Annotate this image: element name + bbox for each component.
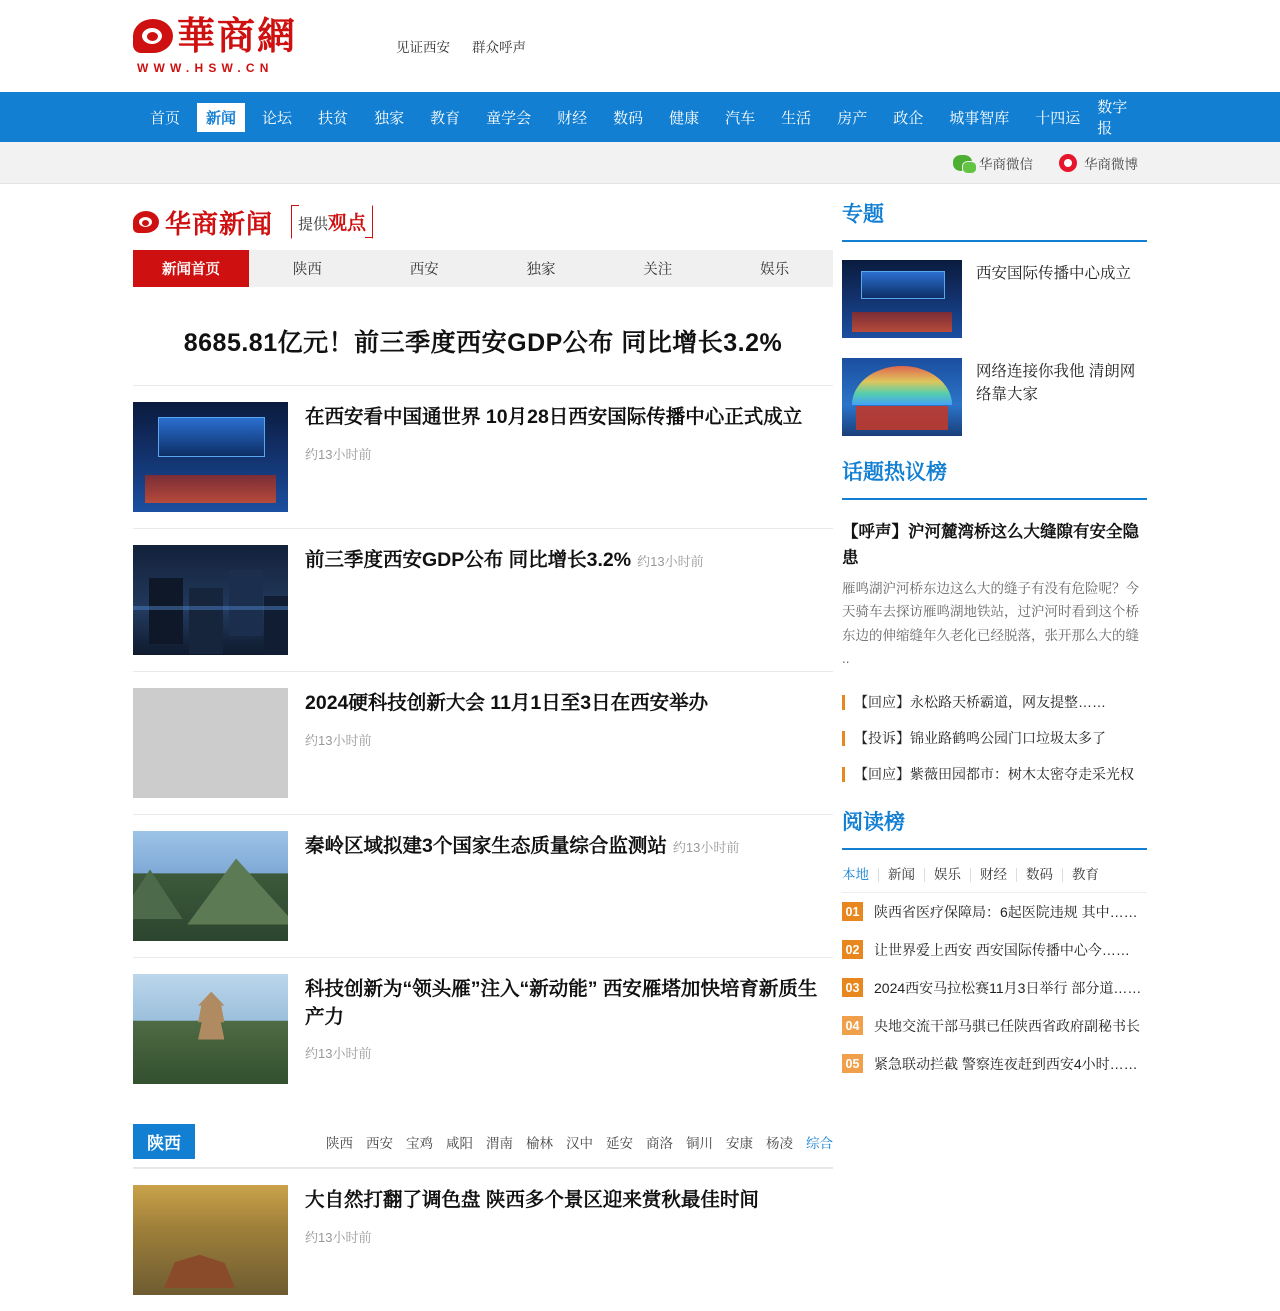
brand-tag-prefix: 提供 xyxy=(298,216,329,233)
wechat-label: 华商微信 xyxy=(979,156,1033,172)
nav-item-fangchan[interactable]: 房产 xyxy=(837,109,868,127)
nav-item-xinwen[interactable]: 新闻 xyxy=(197,103,245,132)
topic-item[interactable] xyxy=(842,246,1147,344)
read-tab-local[interactable]: 本地 xyxy=(842,868,879,882)
rank-number: 03 xyxy=(842,978,863,997)
nav-item-luntan[interactable]: 论坛 xyxy=(262,109,293,127)
rank-list-item[interactable] xyxy=(842,1007,1147,1045)
social-bar xyxy=(0,142,1280,184)
shaanxi-link-yulin[interactable]: 榆林 xyxy=(526,1135,553,1151)
bullet-bar-icon xyxy=(842,731,845,746)
shaanxi-link-weinan[interactable]: 渭南 xyxy=(486,1135,513,1151)
brand-title: 华商新闻 xyxy=(165,209,274,240)
rank-number: 02 xyxy=(842,940,863,959)
news-timestamp: 约13小时前 xyxy=(305,1046,372,1062)
nav-item-tongxuehui[interactable]: 童学会 xyxy=(486,109,532,127)
shaanxi-section-bar xyxy=(133,1124,833,1168)
news-list-item[interactable] xyxy=(133,385,833,528)
brand-tagline xyxy=(291,205,373,239)
news-brand xyxy=(133,184,833,250)
read-section-title: 阅读榜 xyxy=(842,792,1147,850)
rank-number: 05 xyxy=(842,1054,863,1073)
news-title[interactable]: 秦岭区域拟建3个国家生态质量综合监测站 约13小时前 xyxy=(305,835,740,857)
topic-title[interactable]: 网络连接你我他 清朗网络靠大家 xyxy=(976,363,1136,404)
shaanxi-link-shaanxi[interactable]: 陕西 xyxy=(326,1135,353,1151)
read-tab-finance[interactable]: 财经 xyxy=(971,868,1017,882)
tab-shaanxi[interactable]: 陕西 xyxy=(292,262,322,278)
rank-text: 陕西省医疗保障局：6起医院违规 其中…… xyxy=(874,903,1138,920)
content-area xyxy=(0,184,1280,1311)
site-header xyxy=(0,0,1280,92)
news-title[interactable]: 2024硬科技创新大会 11月1日至3日在西安举办 xyxy=(305,692,709,714)
news-thumbnail[interactable] xyxy=(133,974,288,1084)
news-list-item[interactable] xyxy=(133,814,833,957)
shaanxi-link-tongchuan[interactable]: 铜川 xyxy=(686,1135,713,1151)
shaanxi-link-baoji[interactable]: 宝鸡 xyxy=(406,1135,433,1151)
news-title[interactable]: 在西安看中国通世界 10月28日西安国际传播中心正式成立 xyxy=(305,406,803,428)
nav-item-zhengqi[interactable]: 政企 xyxy=(893,109,924,127)
hot-list-item[interactable] xyxy=(842,720,1147,756)
lead-headline[interactable]: 8685.81亿元！前三季度西安GDP公布 同比增长3.2% xyxy=(183,329,783,357)
site-slogan xyxy=(396,36,526,56)
hot-headline[interactable]: 【呼声】沪河麓湾桥这么大缝隙有安全隐患 xyxy=(842,523,1139,567)
rank-number: 04 xyxy=(842,1016,863,1035)
topic-title[interactable]: 西安国际传播中心成立 xyxy=(976,265,1132,282)
hot-list-item[interactable] xyxy=(842,684,1147,720)
shaanxi-link-xianyang[interactable]: 咸阳 xyxy=(446,1135,473,1151)
tab-exclusive[interactable]: 独家 xyxy=(526,262,556,278)
bullet-bar-icon xyxy=(842,767,845,782)
shaanxi-link-xian[interactable]: 西安 xyxy=(366,1135,393,1151)
topic-thumbnail[interactable] xyxy=(842,358,962,436)
brand-tag-strong: 观点 xyxy=(328,213,367,234)
bullet-bar-icon xyxy=(842,695,845,710)
nav-item-fupin[interactable]: 扶贫 xyxy=(318,109,349,127)
rank-list-item[interactable] xyxy=(842,893,1147,931)
tab-focus[interactable]: 关注 xyxy=(643,262,673,278)
rank-list-item[interactable] xyxy=(842,1045,1147,1083)
hot-list-text: 【投诉】锦业路鹤鸣公园门口垃圾太多了 xyxy=(854,730,1106,746)
topic-thumbnail[interactable] xyxy=(842,260,962,338)
news-timestamp: 约13小时前 xyxy=(305,1229,372,1245)
site-logo[interactable] xyxy=(133,14,298,75)
nav-item-shuma[interactable]: 数码 xyxy=(613,109,644,127)
hot-list-text: 【回应】紫薇田园都市：树木太密夺走采光权 xyxy=(854,766,1134,782)
slogan-right: 群众呼声 xyxy=(472,40,527,55)
shaanxi-link-yangling[interactable]: 杨凌 xyxy=(766,1135,793,1151)
news-list-item[interactable] xyxy=(133,1168,833,1311)
shaanxi-link-zonghe[interactable]: 综合 xyxy=(806,1135,833,1151)
news-timestamp: 约13小时前 xyxy=(637,554,704,569)
left-column xyxy=(133,184,833,1311)
hot-list-item[interactable] xyxy=(842,756,1147,792)
read-tab-news[interactable]: 新闻 xyxy=(879,868,925,882)
logo-text: 華商網 xyxy=(177,14,298,58)
nav-item-shuzibao[interactable]: 数字报 xyxy=(1097,99,1128,137)
news-timestamp: 约13小时前 xyxy=(672,840,740,855)
right-column xyxy=(842,184,1147,1311)
rank-text: 2024西安马拉松赛11月3日举行 部分道…… xyxy=(874,979,1142,996)
rank-list-item[interactable] xyxy=(842,969,1147,1007)
slogan-left: 见证西安 xyxy=(396,40,451,55)
nav-item-chengshizhiku[interactable]: 城事智库 xyxy=(949,109,1010,127)
topic-item[interactable] xyxy=(842,344,1147,442)
tab-news-home[interactable]: 新闻首页 xyxy=(133,250,249,287)
read-tab-entertainment[interactable]: 娱乐 xyxy=(925,868,971,882)
news-list-item[interactable] xyxy=(133,957,833,1100)
news-title[interactable]: 科技创新为“领头雁”注入“新动能” 西安雁塔加快培育新质生产力 xyxy=(305,978,818,1028)
logo-url: WWW.HSW.CN xyxy=(137,61,274,75)
news-timestamp: 约13小时前 xyxy=(305,446,372,462)
news-timestamp: 约13小时前 xyxy=(305,732,372,748)
news-thumbnail[interactable] xyxy=(133,402,288,512)
wechat-link[interactable] xyxy=(953,153,1033,173)
news-title[interactable]: 大自然打翻了调色盘 陕西多个景区迎来赏秋最佳时间 xyxy=(305,1189,759,1211)
brand-swirl-icon xyxy=(133,211,159,233)
nav-item-shisiyun[interactable]: 十四运 xyxy=(1035,109,1081,127)
rank-text: 让世界爱上西安 西安国际传播中心今…… xyxy=(874,941,1130,958)
nav-item-dujia[interactable]: 独家 xyxy=(374,109,405,127)
news-title[interactable]: 前三季度西安GDP公布 同比增长3.2% 约13小时前 xyxy=(305,549,704,571)
news-thumbnail[interactable] xyxy=(133,1185,288,1295)
tab-xian[interactable]: 西安 xyxy=(409,262,439,278)
hot-summary: 雁鸣湖沪河桥东边这么大的缝子有没有危险呢？今天骑车去探访雁鸣湖地铁站，过沪河时看到这个桥东边的伸缩缝年久老化已经脱落，张开那么大的缝 .. xyxy=(842,581,1139,666)
weibo-link[interactable] xyxy=(1059,153,1138,173)
read-tab-digital[interactable]: 数码 xyxy=(1017,868,1063,882)
weibo-icon xyxy=(1059,154,1077,172)
nav-item-shenghuo[interactable]: 生活 xyxy=(781,109,812,127)
hot-section-title: 话题热议榜 xyxy=(842,442,1147,500)
rank-list-item[interactable] xyxy=(842,931,1147,969)
nav-item-shouye[interactable]: 首页 xyxy=(150,109,181,127)
rank-text: 紧急联动拦截 警察连夜赶到西安4小时…… xyxy=(874,1055,1138,1072)
weibo-label: 华商微博 xyxy=(1084,156,1138,172)
news-thumbnail[interactable] xyxy=(133,545,288,655)
shaanxi-link-shangluo[interactable]: 商洛 xyxy=(646,1135,673,1151)
shaanxi-city-links xyxy=(326,1132,833,1152)
topic-section-title: 专题 xyxy=(842,184,1147,242)
nav-item-jiankang[interactable]: 健康 xyxy=(669,109,700,127)
news-tabs xyxy=(133,250,833,287)
news-thumbnail[interactable] xyxy=(133,831,288,941)
logo-swirl-icon xyxy=(133,19,173,53)
shaanxi-link-yanan[interactable]: 延安 xyxy=(606,1135,633,1151)
shaanxi-link-ankang[interactable]: 安康 xyxy=(726,1135,753,1151)
nav-item-caijing[interactable]: 财经 xyxy=(557,109,588,127)
tab-entertainment[interactable]: 娱乐 xyxy=(760,262,790,278)
news-list-item[interactable] xyxy=(133,528,833,671)
news-thumbnail[interactable] xyxy=(133,688,288,798)
wechat-icon xyxy=(953,155,972,171)
rank-text: 央地交流干部马骐已任陕西省政府副秘书长 xyxy=(874,1017,1140,1034)
hot-list-text: 【回应】永松路天桥霸道，网友提整…… xyxy=(854,694,1106,710)
news-list-item[interactable] xyxy=(133,671,833,814)
read-rank-tabs xyxy=(842,854,1147,893)
nav-item-qiche[interactable]: 汽车 xyxy=(725,109,756,127)
shaanxi-link-hanzhong[interactable]: 汉中 xyxy=(566,1135,593,1151)
main-navigation xyxy=(0,92,1280,142)
read-tab-education[interactable]: 教育 xyxy=(1072,867,1099,882)
rank-number: 01 xyxy=(842,902,863,921)
shaanxi-section-label: 陕西 xyxy=(133,1124,195,1159)
nav-item-jiaoyu[interactable]: 教育 xyxy=(430,109,461,127)
